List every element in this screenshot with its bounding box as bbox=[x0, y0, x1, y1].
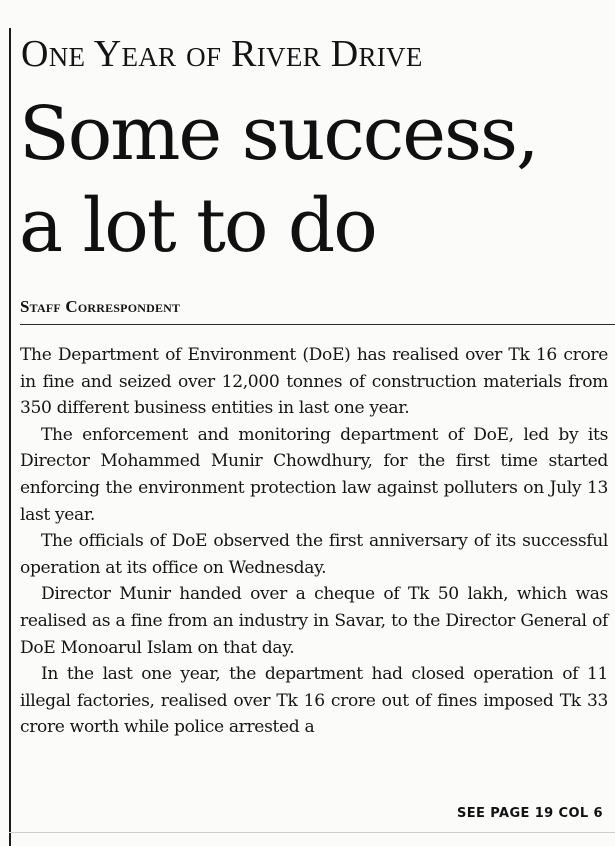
byline: Staff Correspondent bbox=[20, 297, 181, 316]
headline-line-2: a lot to do bbox=[19, 183, 376, 269]
continuation-jump-line: SEE PAGE 19 COL 6 bbox=[457, 806, 603, 821]
bottom-divider bbox=[9, 832, 615, 833]
paragraph-1: The Department of Environment (DoE) has realised over Tk 16 crore in fine and seized over 12,000 tonnes of construction materials from 350 different business entities in last one year. bbox=[20, 345, 608, 419]
headline-line-1: Some success, bbox=[19, 91, 538, 177]
paragraph-2: The enforcement and monitoring department of DoE, led by its Director Mohammed Munir Chowdhury, for the first time started enforcing the environment protection law against polluters on July 13 last year. bbox=[20, 424, 608, 525]
paragraph-3: The officials of DoE observed the first anniversary of its successful operation at its office on Wednesday. bbox=[20, 531, 608, 578]
kicker-headline: One Year of River Drive bbox=[21, 33, 423, 75]
main-headline bbox=[19, 88, 538, 272]
article-body bbox=[20, 342, 608, 741]
paragraph-4: Director Munir handed over a cheque of Tk 50 lakh, which was realised as a fine from an industry in Savar, to the Director General of DoE Monoarul Islam on that day. bbox=[20, 584, 608, 658]
column-rule-left bbox=[9, 28, 11, 846]
byline-divider bbox=[20, 324, 615, 325]
paragraph-5: In the last one year, the department had closed operation of 11 illegal factories, realised over Tk 16 crore out of fines imposed Tk 33 crore worth while police arrested a bbox=[20, 664, 608, 738]
